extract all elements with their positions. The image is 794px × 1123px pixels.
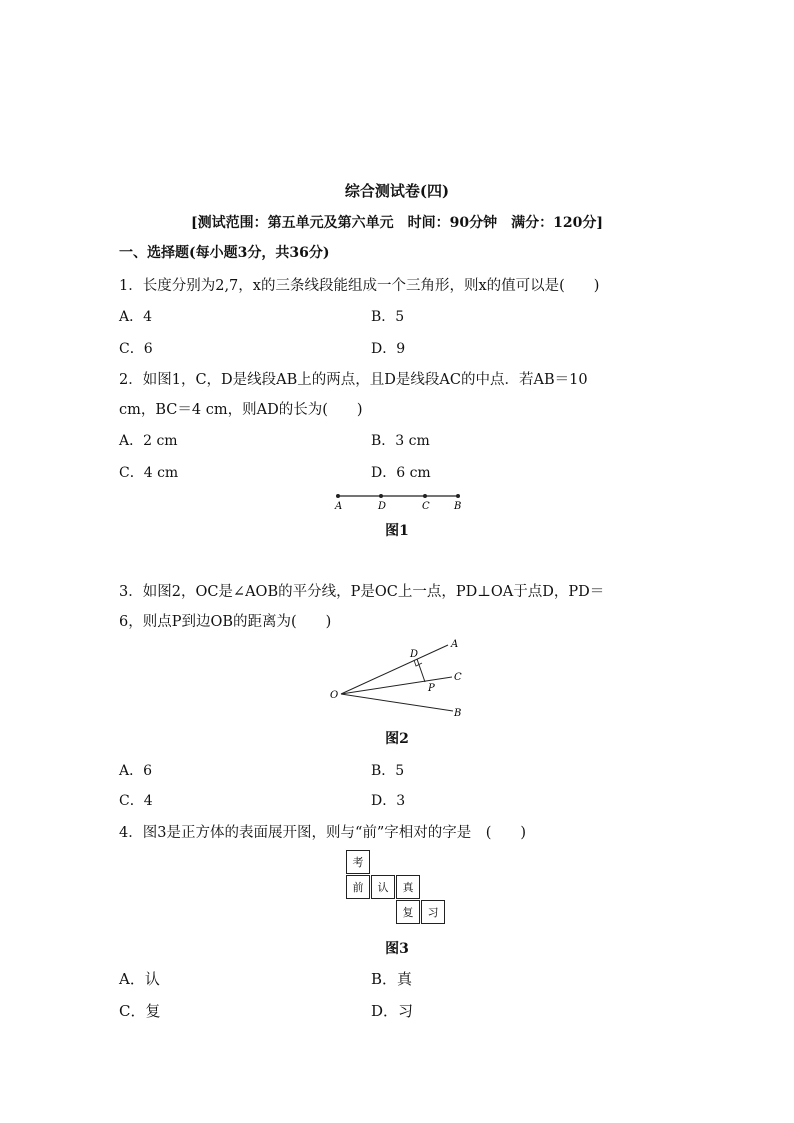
question-2-option-b: B．3 cm: [371, 433, 430, 449]
net-cell-1: 考: [346, 850, 370, 874]
label-c: C: [454, 672, 462, 683]
segment-pd: [417, 659, 425, 682]
net-cell-6: 习: [421, 900, 445, 924]
question-1-option-c: C．6: [119, 341, 153, 357]
question-1-option-d: D．9: [371, 341, 406, 357]
figure-2-caption: 图2: [385, 731, 409, 747]
label-b: B: [454, 708, 462, 719]
figure-1-segment: [330, 488, 470, 514]
point-c: [423, 494, 427, 498]
figure-1-caption: 图1: [385, 523, 409, 539]
question-1-stem: 1．长度分别为2,7，x的三条线段能组成一个三角形，则x的值可以是( ): [119, 278, 600, 294]
point-b: [456, 494, 460, 498]
label-a: A: [335, 501, 343, 512]
label-d: D: [378, 501, 387, 512]
question-3-option-c: C．4: [119, 793, 153, 809]
test-scope: [测试范围：第五单元及第六单元 时间：90分钟 满分：120分]: [191, 215, 603, 231]
ray-oc: [341, 677, 452, 694]
question-4-option-a: A．认: [119, 970, 160, 988]
question-2-option-d: D．6 cm: [371, 465, 431, 481]
figure-3-caption: 图3: [385, 941, 409, 957]
point-a: [336, 494, 340, 498]
label-p: P: [428, 683, 435, 694]
question-4-option-b: B．真: [371, 970, 413, 988]
net-cell-3: 认: [371, 875, 395, 899]
question-3-stem-line2: 6，则点P到边OB的距离为( ): [119, 614, 332, 630]
point-d: [379, 494, 383, 498]
net-cell-4: 真: [396, 875, 420, 899]
question-1-option-b: B．5: [371, 309, 405, 325]
label-b: B: [454, 501, 462, 512]
question-3-option-a: A．6: [119, 763, 153, 779]
question-3-stem-line1: 3．如图2，OC是∠AOB的平分线，P是OC上一点，PD⊥OA于点D，PD＝: [119, 584, 605, 600]
question-2-stem-line1: 2．如图1，C，D是线段AB上的两点，且D是线段AC的中点．若AB＝10: [119, 372, 588, 388]
question-4-option-c: C．复: [119, 1002, 161, 1020]
label-c: C: [422, 501, 430, 512]
question-2-stem-line2: cm，BC＝4 cm，则AD的长为( ): [119, 402, 363, 418]
net-cell-2: 前: [346, 875, 370, 899]
label-a: A: [451, 639, 459, 650]
question-2-option-a: A．2 cm: [119, 433, 178, 449]
question-4-option-d: D．习: [371, 1002, 414, 1020]
net-cell-5: 复: [396, 900, 420, 924]
section-heading: 一、选择题(每小题3分，共36分): [119, 245, 330, 261]
figure-3-cube-net: [346, 850, 448, 926]
question-4-stem: 4．图3是正方体的表面展开图，则与“前”字相对的字是 ( ): [119, 825, 527, 841]
ray-ob: [341, 694, 453, 711]
label-o: O: [330, 690, 339, 701]
question-3-option-d: D．3: [371, 793, 406, 809]
label-d: D: [410, 649, 419, 660]
question-3-option-b: B．5: [371, 763, 405, 779]
figure-2-angle: [325, 632, 475, 722]
question-2-option-c: C．4 cm: [119, 465, 179, 481]
page-title: 综合测试卷(四): [344, 182, 450, 200]
question-1-option-a: A．4: [119, 309, 153, 325]
